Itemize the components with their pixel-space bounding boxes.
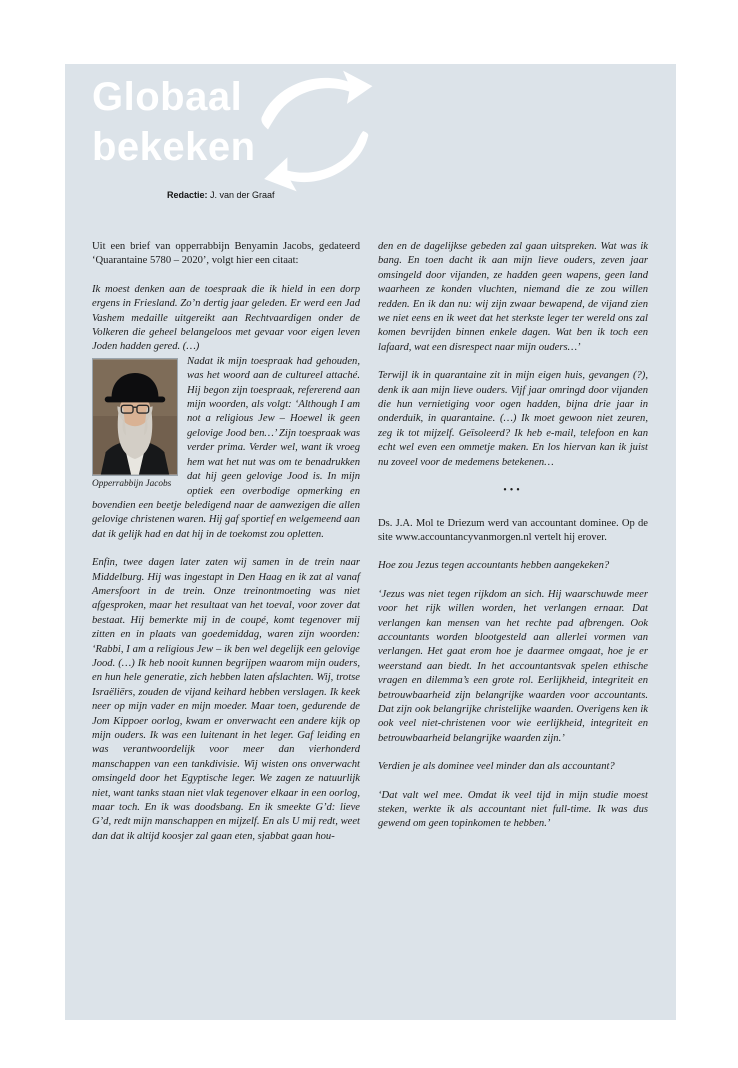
paragraph-quote4: den en de dagelijkse gebeden zal gaan uitspreken. Wat was ik bang. En toen dacht ik aan mijn lieve ouders, zeven jaar omsingeld door vijanden, ze hadden geen wapens, geen land waarheen ze konden vluchten, niemand die ze zou willen redden. En ik dan nu: wij zijn zwaar bewapend, de vijand zien we niet eens en ik weet dat het sterkste leger ter wereld ons zal komen bevrijden binnen enkele dagen. Wat ben ik toch een lafaard, wat een disrespect naar mijn ouders…’ <box>378 241 648 353</box>
page-title-line1: Globaal <box>92 75 243 119</box>
paragraph-answer2: ‘Dat valt wel mee. Omdat ik veel tijd in mijn studie moest steken, werkte ik als accountant niet full-time. Ik was dus gewend om geen topinkomen te hebben.’ <box>378 789 648 830</box>
paragraph-question2: Verdien je als dominee veel minder dan als accountant? <box>378 761 615 773</box>
swoosh-arrows-icon <box>258 50 374 212</box>
rabbi-portrait-photo <box>92 358 178 476</box>
photo-caption: Opperrabbijn Jacobs <box>92 478 172 489</box>
redactie-name: J. van der Graaf <box>210 190 275 200</box>
paragraph-question1: Hoe zou Jezus tegen accountants hebben aangekeken? <box>378 560 610 572</box>
paragraph-quote1: Ik moest denken aan de toespraak die ik hield in een dorp ergens in Friesland. Zo’n dertig jaar geleden. Er werd een Jad Vashem medaille uitgereikt aan Rechtvaardigen onder de Volkeren die geheel belangeloos met gevaar voor eigen leven Joden hadden gered. (…) <box>92 283 360 353</box>
page-title-line2: bekeken <box>92 125 256 169</box>
paragraph-intro2: Ds. J.A. Mol te Driezum werd van accountant dominee. Op de site www.accountancyvanmorgen.nl vertelt hij erover. <box>378 517 648 543</box>
right-column <box>378 240 648 846</box>
redactie-label: Redactie: <box>167 190 208 200</box>
page-title <box>92 72 256 172</box>
paragraph-intro: Uit een brief van opperrabbijn Benyamin Jacobs, gedateerd ‘Quarantaine 5780 – 2020’, volgt hier een citaat: <box>92 241 360 267</box>
photo-text-wrap <box>92 355 360 542</box>
paragraph-quote3: Enfin, twee dagen later zaten wij samen in de trein naar Middelburg. Hij was ingestapt in Den Haag en ik zat al vanaf Amersfoort in de trein. Onze treinontmoeting was niet afgesproken, maar het resultaat van het toeval, voor zover dat bestaat. Hij bemerkte mij in de coupé, komt tegenover mij zitten en in plaats van goedemiddag, waren zijn woorden: ‘Rabbi, I am a religious Jew – ik ben wel degelijk een gelovige Jood. (…) Ik heb nooit kunnen begrijpen waarom mijn ouders, en hun hele generatie, zich hebben laten afslachten. Wij, trotse Israëliërs, zouden de vijand keihard hebben verslagen. Ik keek neer op mijn vader en mijn moeder. Maar toen, gedurende de Jom Kippoer oorlog, kwam er onverwacht een andere kijk op mijn ouders. Ik was een luitenant in het leger. Gaf leiding en was verantwoordelijk voor meer dan vierhonderd manschappen van een tankdivisie. Wij wisten ons onverwacht omsingeld door het Egyptische leger. We zagen ze natuurlijk niet, want tanks staan niet vlak tegenover elkaar in een oorlog, maar toch. En ik was doodsbang. En ik smeekte G’d: lieve G’d, redt mijn manschappen en mijzelf. En als U mij redt, weet dan dat ik altijd koosjer zal gaan eten, sjabbat gaan hou- <box>92 557 360 842</box>
paragraph-answer1: ‘Jezus was niet tegen rijkdom an sich. Hij waarschuwde meer voor het rijk willen worden, het verlangen ernaar. Dat verlangen kan mensen van het rechte pad afbrengen. Ook accountants worden blootgesteld aan allerlei vormen van verlangen. Het gaat erom hoe je daarmee omgaat, hoe je er weerstand aan biedt. In het accountantsvak spelen ethische vragen en dilemma’s een grote rol. Eerlijkheid, integriteit en betrouwbaarheid zijn belangrijke waarden voor accountants. Dat zijn ook belangrijke christelijke waarden. Overigens ken ik ook veel niet-christenen voor wie eerlijkheid, integriteit en betrouwbaarheid belangrijke waarden zijn.’ <box>378 588 648 744</box>
redactie-line <box>167 190 275 200</box>
paragraph-quote5: Terwijl ik in quarantaine zit in mijn eigen huis, gevangen (?), denk ik aan mijn lieve ouders. Vijf jaar omringd door vijanden die hun vernietiging voor ogen hadden, bijna drie jaar in onderduik, in quarantaine. (…) Ik moet gewoon niet zeuren, zeg ik tot mijzelf. Geïsoleerd? Ik heb e-mail, telefoon en kan echt wel even een ommetje maken. En los hiervan kan ik juist nu zoveel voor de medemens betekenen… <box>378 370 648 468</box>
photo-figure <box>92 358 178 490</box>
section-divider: ••• <box>503 485 523 497</box>
left-column <box>92 240 360 858</box>
paragraph-quote2: Nadat ik mijn toespraak had gehouden, was het woord aan de cultureel attaché. Hij begon zijn toespraak, refererend aan mijn woorden, als volgt: ‘Although I am not a religious Jew – Hoewel ik geen gelovige Jood ben…’ Zijn toespraak was verder prima. Verder wel, want ik vroeg hem wat het nut was om te benadrukken dat hij geen gelovige Jood is. In mijn optiek een overbodige opmerking en bovendien een beetje beledigend naar de aanwezigen die allen gelovige christenen waren. Hij gaf sportief en welgemeend aan dat ik gelijk had en dat hij in de toekomst zou opletten. <box>92 355 360 540</box>
